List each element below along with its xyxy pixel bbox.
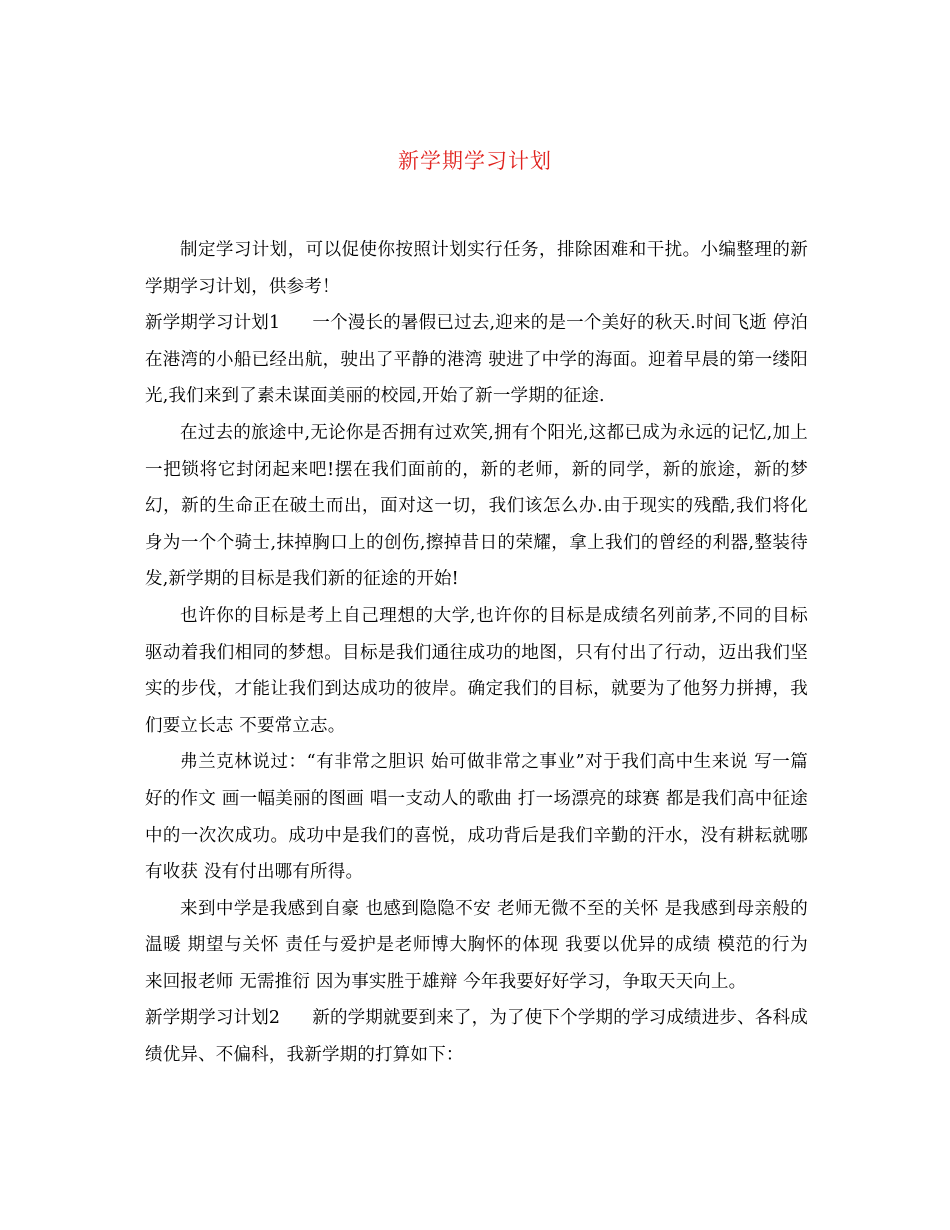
plan1-text: 一个漫长的暑假已过去,迎来的是一个美好的秋天.时间飞逝 停泊在港湾的小船已经出航，驶出了平静的港湾 驶进了中学的海面。迎着早晨的第一缕阳光,我们来到了素未谋面美丽的校园,开始了新一学期的征途.: [145, 313, 808, 407]
plan2-text: 新的学期就要到来了，为了使下个学期的学习成绩进步、各科成绩优异、不偏科，我新学期的打算如下：: [145, 1008, 808, 1066]
plan1-heading: 新学期学习计划1: [145, 313, 281, 334]
body-paragraph: 也许你的目标是考上自己理想的大学,也许你的目标是成绩名列前茅,不同的目标驱动着我们相同的梦想。目标是我们通往成功的地图，只有付出了行动，迈出我们坚实的步伐，才能让我们到达成功的彼岸。确定我们的目标，就要为了他努力拼搏，我们要立长志 不要常立志。: [145, 605, 808, 736]
plan1-section: [145, 305, 808, 415]
body-paragraph: 弗兰克林说过：“有非常之胆识 始可做非常之事业”对于我们高中生来说 写一篇好的作文 画一幅美丽的图画 唱一支动人的歌曲 打一场漂亮的球赛 都是我们高中征途中的一次次成功。成功中是我们的喜悦，成功背后是我们辛勤的汗水，没有耕耘就哪有收获 没有付出哪有所得。: [145, 752, 808, 883]
plan2-heading: 新学期学习计划2: [145, 1008, 281, 1029]
document-title: 新学期学习计划: [398, 149, 552, 173]
document-body: [145, 232, 808, 1074]
intro-paragraph: 制定学习计划，可以促使你按照计划实行任务，排除困难和干扰。小编整理的新学期学习计划，供参考！: [145, 240, 808, 297]
body-paragraph: 在过去的旅途中,无论你是否拥有过欢笑,拥有个阳光,这都已成为永远的记忆,加上一把锁将它封闭起来吧!摆在我们面前的，新的老师，新的同学，新的旅途，新的梦幻，新的生命正在破土而出，面对这一切，我们该怎么办.由于现实的残酷,我们将化身为一个个骑士,抹掉胸口上的创伤,擦掉昔日的荣耀，拿上我们的曾经的利器,整装待发,新学期的目标是我们新的征途的开始!: [145, 422, 808, 590]
plan2-section: [145, 1000, 808, 1073]
body-paragraph: 来到中学是我感到自豪 也感到隐隐不安 老师无微不至的关怀 是我感到母亲般的温暖 期望与关怀 责任与爱护是老师博大胸怀的体现 我要以优异的成绩 模范的行为 来回报老师 无需推衍 因为事实胜于雄辩 今年我要好好学习，争取天天向上。: [145, 898, 808, 992]
